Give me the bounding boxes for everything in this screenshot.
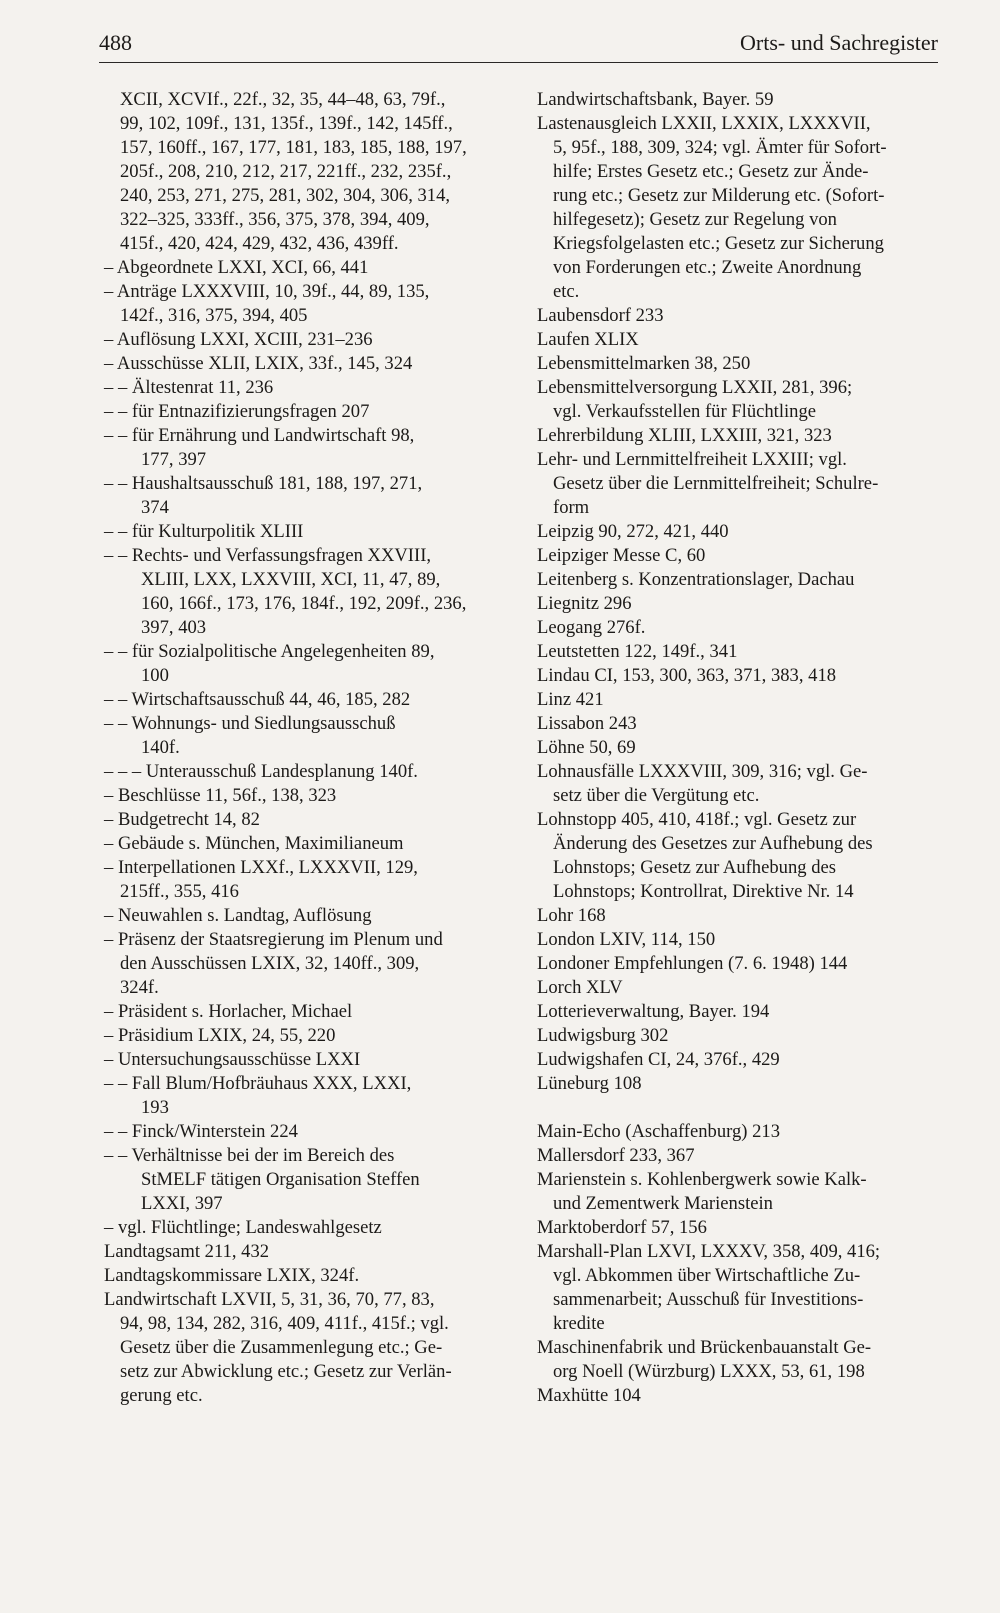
index-entry-continuation: 240, 253, 271, 275, 281, 302, 304, 306, 314, <box>120 185 451 206</box>
index-entry: – Budgetrecht 14, 82 <box>104 809 260 830</box>
index-entry-continuation: 5, 95f., 188, 309, 324; vgl. Ämter für Sofort- <box>553 137 887 158</box>
index-entry: – – Finck/Winterstein 224 <box>104 1121 298 1142</box>
index-entry: – – Wohnungs- und Siedlungsausschuß <box>104 713 396 734</box>
index-entry-continuation: Gesetz über die Lernmittelfreiheit; Schulre- <box>553 473 879 494</box>
index-entry-continuation: 205f., 208, 210, 212, 217, 221ff., 232, 235f., <box>120 161 452 182</box>
index-entry: Laubensdorf 233 <box>537 305 664 326</box>
index-entry: London LXIV, 114, 150 <box>537 929 716 950</box>
index-entry: Landwirtschaft LXVII, 5, 31, 36, 70, 77, 83, <box>104 1289 435 1310</box>
index-entry-continuation: vgl. Verkaufsstellen für Flüchtlinge <box>553 401 817 422</box>
index-entry: Lohnausfälle LXXXVIII, 309, 316; vgl. Ge- <box>537 761 868 782</box>
index-entry-continuation: vgl. Abkommen über Wirtschaftliche Zu- <box>553 1265 861 1286</box>
index-entry: Löhne 50, 69 <box>537 737 636 758</box>
index-entry-continuation: Kriegsfolgelasten etc.; Gesetz zur Sicherung <box>553 233 884 254</box>
index-entry: – Präsenz der Staatsregierung im Plenum und <box>104 929 443 950</box>
index-entry: Lorch XLV <box>537 977 623 998</box>
index-entry: – Auflösung LXXI, XCIII, 231–236 <box>104 329 373 350</box>
index-entry: – – – Unterausschuß Landesplanung 140f. <box>104 761 418 782</box>
index-entry-continuation: Lohnstops; Kontrollrat, Direktive Nr. 14 <box>553 881 854 902</box>
index-entry: Lüneburg 108 <box>537 1073 642 1094</box>
index-entry: Lissabon 243 <box>537 713 637 734</box>
index-entry: Main-Echo (Aschaffenburg) 213 <box>537 1121 781 1142</box>
index-entry-continuation: rung etc.; Gesetz zur Milderung etc. (Sofort- <box>553 185 885 206</box>
index-entry: – Gebäude s. München, Maximilianeum <box>104 833 404 854</box>
index-entry-continuation: hilfegesetz); Gesetz zur Regelung von <box>553 209 837 230</box>
page-number: 488 <box>99 30 132 55</box>
index-entry-continuation: sammenarbeit; Ausschuß für Investitions- <box>553 1289 864 1310</box>
index-entry: Landtagskommissare LXIX, 324f. <box>104 1265 360 1286</box>
index-entry-continuation: org Noell (Würzburg) LXXX, 53, 61, 198 <box>553 1361 865 1382</box>
index-entry-continuation: und Zementwerk Marienstein <box>553 1193 773 1214</box>
index-entry-continuation: 215ff., 355, 416 <box>120 881 239 902</box>
index-entry-continuation: 177, 397 <box>141 449 207 470</box>
index-entry: – – Ältestenrat 11, 236 <box>104 377 274 398</box>
index-entry: Lehr- und Lernmittelfreiheit LXXIII; vgl. <box>537 449 847 470</box>
index-entry-continuation: XCII, XCVIf., 22f., 32, 35, 44–48, 63, 79f., <box>120 89 446 110</box>
index-entry: Linz 421 <box>537 689 604 710</box>
index-entry: – Präsidium LXIX, 24, 55, 220 <box>104 1025 336 1046</box>
index-entry-continuation: 140f. <box>141 737 180 758</box>
index-entry: Leipzig 90, 272, 421, 440 <box>537 521 729 542</box>
index-entry: Leipziger Messe C, 60 <box>537 545 706 566</box>
index-entry-continuation: hilfe; Erstes Gesetz etc.; Gesetz zur Ände- <box>553 161 869 182</box>
index-entry: Marshall-Plan LXVI, LXXXV, 358, 409, 416; <box>537 1241 881 1262</box>
index-entry: – Abgeordnete LXXI, XCI, 66, 441 <box>104 257 369 278</box>
index-entry-continuation: 99, 102, 109f., 131, 135f., 139f., 142, 145ff., <box>120 113 453 134</box>
index-entry: Leutstetten 122, 149f., 341 <box>537 641 738 662</box>
index-entry: – Anträge LXXXVIII, 10, 39f., 44, 89, 135, <box>104 281 430 302</box>
index-entry-continuation: 142f., 316, 375, 394, 405 <box>120 305 308 326</box>
index-entry-continuation: Änderung des Gesetzes zur Aufhebung des <box>553 833 873 854</box>
running-title: Orts- und Sachregister <box>740 30 938 55</box>
index-entry: – – Rechts- und Verfassungsfragen XXVIII, <box>104 545 432 566</box>
index-entry: – – Fall Blum/Hofbräuhaus XXX, LXXI, <box>104 1073 412 1094</box>
index-entry: Lebensmittelversorgung LXXII, 281, 396; <box>537 377 853 398</box>
index-entry: Lehrerbildung XLIII, LXXIII, 321, 323 <box>537 425 832 446</box>
index-entry-continuation: 94, 98, 134, 282, 316, 409, 411f., 415f.; vgl. <box>120 1313 449 1334</box>
index-entry: – vgl. Flüchtlinge; Landeswahlgesetz <box>104 1217 382 1238</box>
index-entry-continuation: Gesetz über die Zusammenlegung etc.; Ge- <box>120 1337 443 1358</box>
index-entry: Marktoberdorf 57, 156 <box>537 1217 707 1238</box>
index-entry: Ludwigsburg 302 <box>537 1025 669 1046</box>
index-entry: – – für Sozialpolitische Angelegenheiten 89, <box>104 641 435 662</box>
index-entry: Liegnitz 296 <box>537 593 632 614</box>
index-entry-continuation: 415f., 420, 424, 429, 432, 436, 439ff. <box>120 233 399 254</box>
index-entry-continuation: 374 <box>141 497 169 518</box>
index-entry-continuation: 397, 403 <box>141 617 207 638</box>
index-entry: Leogang 276f. <box>537 617 646 638</box>
index-entry-continuation: etc. <box>553 281 580 302</box>
page-header <box>99 28 938 62</box>
index-entry-continuation: von Forderungen etc.; Zweite Anordnung <box>553 257 862 278</box>
header-rule <box>99 62 938 63</box>
index-entry-continuation: 157, 160ff., 167, 177, 181, 183, 185, 188, 197, <box>120 137 467 158</box>
index-entry-continuation: 160, 166f., 173, 176, 184f., 192, 209f., 236, <box>141 593 467 614</box>
index-entry: – – Haushaltsausschuß 181, 188, 197, 271, <box>104 473 423 494</box>
index-entry: – Neuwahlen s. Landtag, Auflösung <box>104 905 372 926</box>
index-entry: Ludwigshafen CI, 24, 376f., 429 <box>537 1049 780 1070</box>
index-entry: – Beschlüsse 11, 56f., 138, 323 <box>104 785 337 806</box>
index-entry: Lotterieverwaltung, Bayer. 194 <box>537 1001 770 1022</box>
index-entry-continuation: Lohnstops; Gesetz zur Aufhebung des <box>553 857 836 878</box>
index-entry: – – Wirtschaftsausschuß 44, 46, 185, 282 <box>104 689 411 710</box>
index-entry-continuation: setz über die Vergütung etc. <box>553 785 760 806</box>
index-entry: – Ausschüsse XLII, LXIX, 33f., 145, 324 <box>104 353 413 374</box>
index-entry: – Präsident s. Horlacher, Michael <box>104 1001 353 1022</box>
index-entry: Landtagsamt 211, 432 <box>104 1241 270 1262</box>
index-entry: Londoner Empfehlungen (7. 6. 1948) 144 <box>537 953 848 974</box>
index-entry: – – für Kulturpolitik XLIII <box>104 521 304 542</box>
index-entry: Lohnstopp 405, 410, 418f.; vgl. Gesetz zur <box>537 809 857 830</box>
index-entry-continuation: 324f. <box>120 977 159 998</box>
index-entry: Lastenausgleich LXXII, LXXIX, LXXXVII, <box>537 113 871 134</box>
index-entry-continuation: gerung etc. <box>120 1385 203 1406</box>
index-entry: – Interpellationen LXXf., LXXXVII, 129, <box>104 857 418 878</box>
index-entry-continuation: den Ausschüssen LXIX, 32, 140ff., 309, <box>120 953 420 974</box>
index-entry: Mallersdorf 233, 367 <box>537 1145 695 1166</box>
index-entry: Lindau CI, 153, 300, 363, 371, 383, 418 <box>537 665 837 686</box>
index-entry: – – für Entnazifizierungsfragen 207 <box>104 401 370 422</box>
index-entry: Landwirtschaftsbank, Bayer. 59 <box>537 89 774 110</box>
index-entry: Maxhütte 104 <box>537 1385 641 1406</box>
index-entry: – – für Ernährung und Landwirtschaft 98, <box>104 425 415 446</box>
index-entry: Lebensmittelmarken 38, 250 <box>537 353 751 374</box>
index-entry: Lohr 168 <box>537 905 606 926</box>
entry-gap <box>537 1096 942 1120</box>
index-entry: Marienstein s. Kohlenbergwerk sowie Kalk- <box>537 1169 867 1190</box>
index-entry: Laufen XLIX <box>537 329 639 350</box>
index-entry-continuation: LXXI, 397 <box>141 1193 223 1214</box>
index-entry-continuation: StMELF tätigen Organisation Steffen <box>141 1169 420 1190</box>
index-entry-continuation: 322–325, 333ff., 356, 375, 378, 394, 409, <box>120 209 430 230</box>
index-column-left <box>104 88 509 1408</box>
index-entry: Maschinenfabrik und Brückenbauanstalt Ge- <box>537 1337 872 1358</box>
index-entry-continuation: kredite <box>553 1313 605 1334</box>
index-entry-continuation: 100 <box>141 665 169 686</box>
index-entry-continuation: form <box>553 497 590 518</box>
index-entry: Leitenberg s. Konzentrationslager, Dachau <box>537 569 855 590</box>
index-entry: – Untersuchungsausschüsse LXXI <box>104 1049 361 1070</box>
index-entry-continuation: 193 <box>141 1097 169 1118</box>
index-entry-continuation: XLIII, LXX, LXXVIII, XCI, 11, 47, 89, <box>141 569 441 590</box>
index-entry: – – Verhältnisse bei der im Bereich des <box>104 1145 395 1166</box>
index-column-right <box>537 88 942 1408</box>
index-entry-continuation: setz zur Abwicklung etc.; Gesetz zur Verlän- <box>120 1361 452 1382</box>
